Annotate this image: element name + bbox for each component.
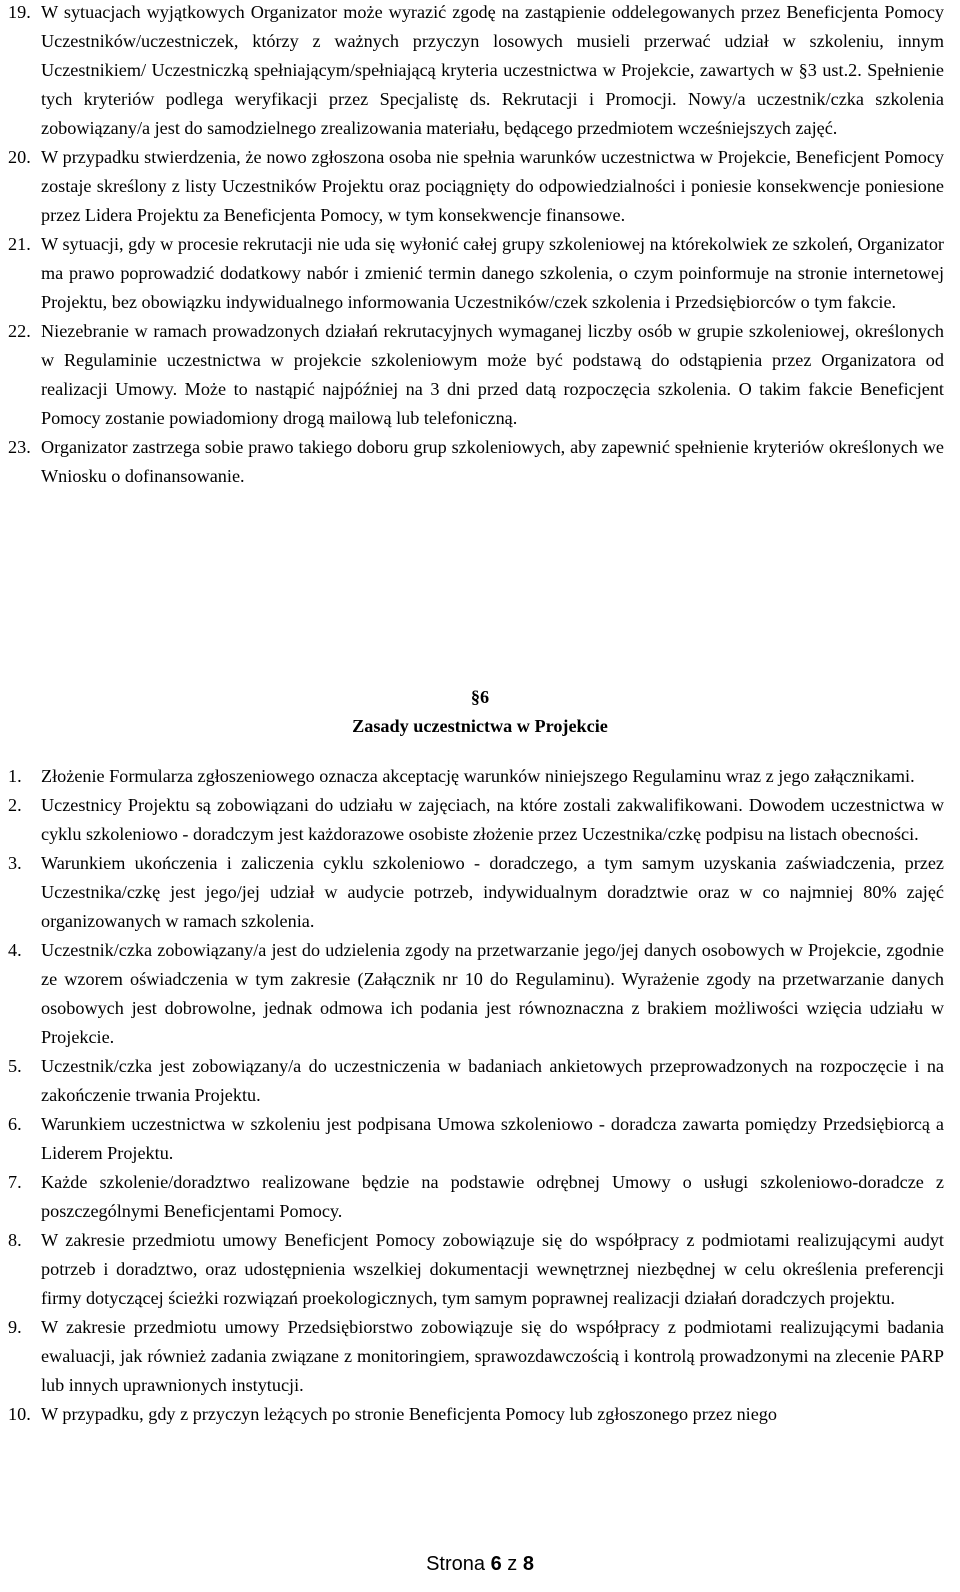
- item-text: Niezebranie w ramach prowadzonych działań rekrutacyjnych wymaganej liczby osób w grupie szkoleniowej, określonych w Regulaminie uczestnictwa w projekcie szkoleniowym może być podstawą do odstąpienia przez Organizatora od realizacji Umowy. Może to nastąpić najpóźniej na 3 dni przed datą rozpoczęcia szkolenia. O takim fakcie Beneficjent Pomocy zostanie powiadomiony drogą mailową lub telefoniczną.: [41, 321, 944, 428]
- item-text: Organizator zastrzega sobie prawo takiego doboru grup szkoleniowych, aby zapewnić spełnienie kryteriów określonych we Wniosku o dofinansowanie.: [41, 437, 944, 486]
- item-number: 7.: [8, 1172, 22, 1192]
- footer-current-page: 6: [490, 1553, 502, 1575]
- item-text: Warunkiem ukończenia i zaliczenia cyklu szkoleniowo - doradczego, a tym samym uzyskania zaświadczenia, przez Uczestnika/czkę jest jego/jej udział w audycie potrzeb, indywidualnym doradztwie oraz w co najmniej 80% zajęć organizowanych w ramach szkolenia.: [41, 853, 944, 931]
- footer-separator: z: [507, 1553, 518, 1575]
- item-text: Uczestnicy Projektu są zobowiązani do udziału w zajęciach, na które zostali zakwalifikowani. Dowodem uczestnictwa w cyklu szkoleniowo - doradczym jest każdorazowe osobiste złożenie przez Uczestnika/czkę podpisu na listach obecności.: [41, 795, 944, 844]
- item-number: 5.: [8, 1056, 22, 1076]
- item-number: 8.: [8, 1230, 22, 1250]
- section-symbol: §6: [470, 687, 490, 707]
- list-item: [8, 762, 944, 791]
- list-item: [8, 849, 944, 936]
- list-item: [8, 230, 944, 317]
- numbered-list-continued: [8, 0, 944, 491]
- item-number: 10.: [8, 1404, 31, 1424]
- item-text: W przypadku, gdy z przyczyn leżących po stronie Beneficjenta Pomocy lub zgłoszonego przez niego: [41, 1404, 777, 1424]
- list-item: [8, 433, 944, 491]
- item-number: 6.: [8, 1114, 22, 1134]
- item-text: Złożenie Formularza zgłoszeniowego oznacza akceptację warunków niniejszego Regulaminu wraz z jego załącznikami.: [41, 766, 915, 786]
- item-number: 19.: [8, 2, 31, 22]
- item-number: 1.: [8, 766, 22, 786]
- item-text: W zakresie przedmiotu umowy Beneficjent Pomocy zobowiązuje się do współpracy z podmiotami realizującymi audyt potrzeb i doradztwo, oraz udostępnienia wszelkiej dokumentacji wewnętrznej niezbędnej w celu określenia preferencji firmy dotyczącej ścieżki rozwiązań proekologicznych, tym samym poprawnej realizacji działań doradczych projektu.: [41, 1230, 944, 1308]
- list-item: [8, 0, 944, 143]
- list-item: [8, 143, 944, 230]
- list-item: [8, 1168, 944, 1226]
- item-number: 23.: [8, 437, 31, 457]
- footer-prefix: Strona: [426, 1553, 485, 1575]
- item-text: W zakresie przedmiotu umowy Przedsiębiorstwo zobowiązuje się do współpracy z podmiotami realizującymi badania ewaluacji, jak również zadania związane z monitoringiem, sprawozdawczością i kontrolą prowadzonymi na zlecenie PARP lub innych uprawnionych instytucji.: [41, 1317, 944, 1395]
- page-footer: [0, 1550, 960, 1578]
- item-number: 4.: [8, 940, 22, 960]
- item-text: W przypadku stwierdzenia, że nowo zgłoszona osoba nie spełnia warunków uczestnictwa w Projekcie, Beneficjent Pomocy zostaje skreślony z listy Uczestników Projektu oraz pociągnięty do odpowiedzialności i poniesie konsekwencje poniesione przez Lidera Projektu za Beneficjenta Pomocy, w tym konsekwencje finansowe.: [41, 147, 944, 225]
- list-item: [8, 791, 944, 849]
- item-number: 2.: [8, 795, 22, 815]
- item-text: Uczestnik/czka jest zobowiązany/a do uczestniczenia w badaniach ankietowych przeprowadzonych na rozpoczęcie i na zakończenie trwania Projektu.: [41, 1056, 944, 1105]
- item-number: 3.: [8, 853, 22, 873]
- item-number: 20.: [8, 147, 31, 167]
- section-title: Zasady uczestnictwa w Projekcie: [352, 716, 608, 736]
- item-text: W sytuacji, gdy w procesie rekrutacji nie uda się wyłonić całej grupy szkoleniowej na którekolwiek ze szkoleń, Organizator ma prawo poprowadzić dodatkowy nabór i zmienić termin danego szkolenia, o czym poinformuje na stronie internetowej Projektu, bez obowiązku indywidualnego informowania Uczestników/czek szkolenia i Przedsiębiorców o tym fakcie.: [41, 234, 944, 312]
- item-text: Warunkiem uczestnictwa w szkoleniu jest podpisana Umowa szkoleniowo - doradcza zawarta pomiędzy Przedsiębiorcą a Liderem Projektu.: [41, 1114, 944, 1163]
- footer-total-pages: 8: [522, 1553, 534, 1575]
- numbered-list-section-6: [8, 762, 944, 1429]
- list-item: [8, 317, 944, 433]
- list-item: [8, 936, 944, 1052]
- item-number: 22.: [8, 321, 31, 341]
- list-item: [8, 1226, 944, 1313]
- list-item: [8, 1110, 944, 1168]
- item-text: Uczestnik/czka zobowiązany/a jest do udzielenia zgody na przetwarzanie jego/jej danych osobowych w Projekcie, zgodnie ze wzorem oświadczenia w tym zakresie (Załącznik nr 10 do Regulaminu). Wyrażenie zgody na przetwarzanie danych osobowych jest dobrowolne, jednak odmowa ich podania jest równoznaczna z brakiem możliwości wzięcia udziału w Projekcie.: [41, 940, 944, 1047]
- list-item: [8, 1052, 944, 1110]
- item-text: W sytuacjach wyjątkowych Organizator może wyrazić zgodę na zastąpienie oddelegowanych przez Beneficjenta Pomocy Uczestników/uczestniczek, którzy z ważnych przyczyn losowych musieli przerwać udział w szkoleniu, innym Uczestnikiem/ Uczestniczką spełniającym/spełniającą kryteria uczestnictwa w Projekcie, zawartych w §3 ust.2. Spełnienie tych kryteriów podlega weryfikacji przez Specjalistę ds. Rekrutacji i Promocji. Nowy/a uczestnik/czka szkolenia zobowiązany/a jest do samodzielnego zrealizowania materiału, będącego przedmiotem wcześniejszych zajęć.: [41, 2, 944, 138]
- item-text: Każde szkolenie/doradztwo realizowane będzie na podstawie odrębnej Umowy o usługi szkoleniowo-doradcze z poszczególnymi Beneficjentami Pomocy.: [41, 1172, 944, 1221]
- item-number: 21.: [8, 234, 31, 254]
- item-number: 9.: [8, 1317, 22, 1337]
- list-item: [8, 1313, 944, 1400]
- list-item: [8, 1400, 944, 1429]
